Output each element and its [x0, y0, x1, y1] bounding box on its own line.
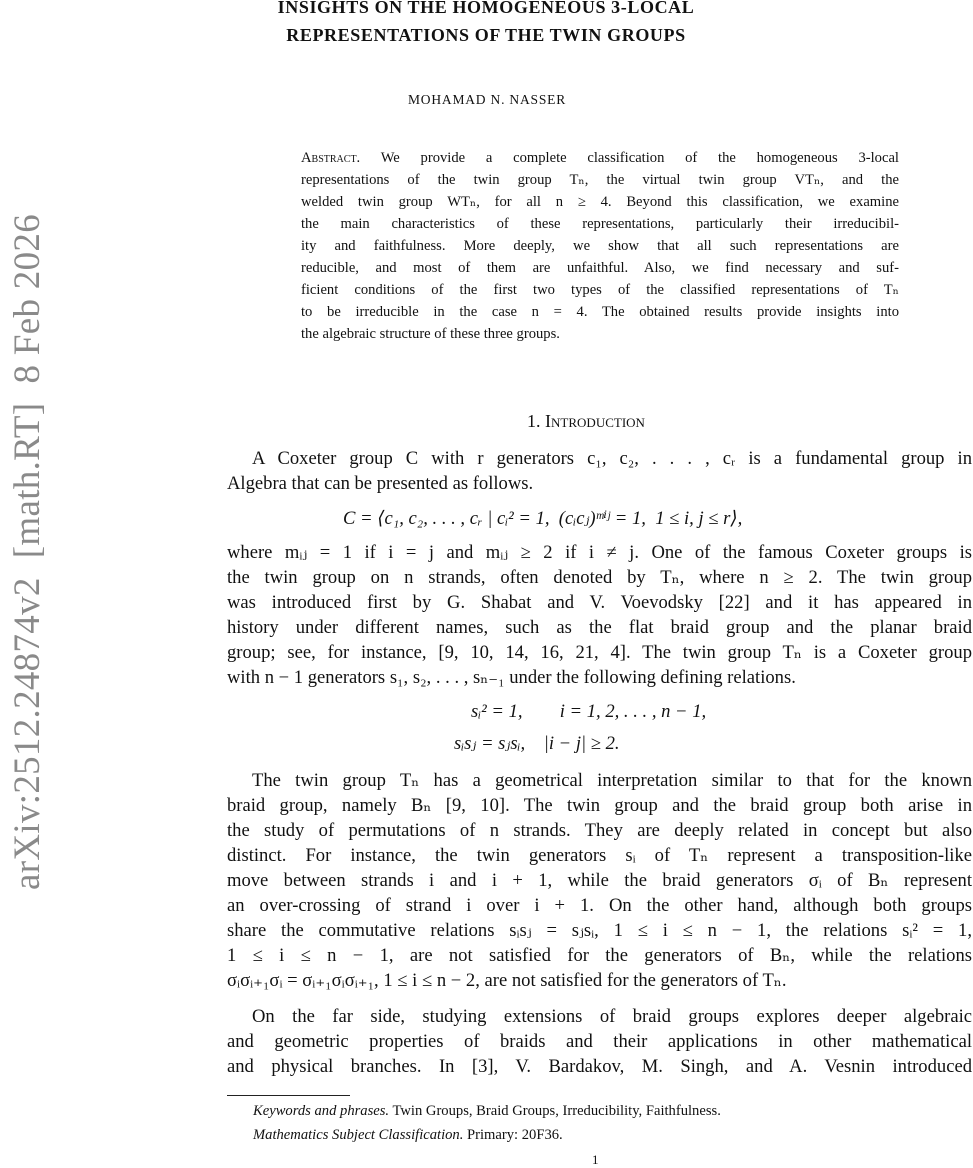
equation-coxeter-presentation: C = ⟨c₁, c₂, . . . , cᵣ | cᵢ² = 1, (cᵢcⱼ)ᵐⁱʲ = 1, 1 ≤ i, j ≤ r⟩, [343, 508, 743, 529]
keywords-label: Keywords and phrases. [253, 1103, 390, 1119]
footnote-keywords [253, 1103, 721, 1120]
abstract-line [301, 149, 899, 167]
paragraph-line: 1 ≤ i ≤ n − 1, are not satisfied for the generators of Bₙ, while the relations [227, 945, 972, 966]
abstract-text: We provide a complete classification of the homogeneous 3-local [380, 150, 899, 166]
paragraph-line: distinct. For instance, the twin generators sᵢ of Tₙ represent a transposition-like [227, 845, 972, 866]
paper-title-line-1: INSIGHTS ON THE HOMOGENEOUS 3-LOCAL [277, 0, 695, 17]
paragraph-line: history under different names, such as the flat braid group and the planar braid [227, 617, 972, 638]
paragraph-line: Algebra that can be presented as follows. [227, 473, 534, 494]
abstract-line: representations of the twin group Tₙ, the virtual twin group VTₙ, and the [301, 172, 899, 188]
paragraph-line: On the far side, studying extensions of braid groups explores deeper algebraic [252, 1006, 972, 1027]
abstract-line: to be irreducible in the case n = 4. The obtained results provide insights into [301, 304, 899, 320]
abstract-label: Abstract. [301, 150, 361, 166]
paragraph-line: A Coxeter group C with r generators c₁, c₂, . . . , cᵣ is a fundamental group in [252, 448, 972, 469]
arxiv-identifier-stamp: arXiv:2512.24874v2 [math.RT] 8 Feb 2026 [7, 213, 48, 890]
abstract-line: the main characteristics of these representations, particularly their irreducibil- [301, 216, 899, 232]
paragraph-line: group; see, for instance, [9, 10, 14, 16, 21, 4]. The twin group Tₙ is a Coxeter group [227, 642, 972, 663]
paragraph-line: an over-crossing of strand i over i + 1. On the other hand, although both groups [227, 895, 972, 916]
equation-twin-relation-1: sᵢ² = 1, i = 1, 2, . . . , n − 1, [471, 701, 707, 722]
abstract-line: welded twin group WTₙ, for all n ≥ 4. Beyond this classification, we examine [301, 194, 899, 210]
paper-title-line-2: REPRESENTATIONS OF THE TWIN GROUPS [286, 25, 686, 45]
page-number: 1 [592, 1152, 599, 1167]
paragraph-line: braid group, namely Bₙ [9, 10]. The twin group and the braid group both arise in [227, 795, 972, 816]
footnote-msc [253, 1127, 563, 1144]
msc-text: Primary: 20F36. [467, 1127, 563, 1143]
abstract-line: ity and faithfulness. More deeply, we show that all such representations are [301, 238, 899, 254]
paragraph-line: σᵢσᵢ₊₁σᵢ = σᵢ₊₁σᵢσᵢ₊₁, 1 ≤ i ≤ n − 2, are not satisfied for the generators of Tₙ. [227, 970, 787, 991]
paragraph-line: The twin group Tₙ has a geometrical interpretation similar to that for the known [252, 770, 972, 791]
paragraph-line: where mᵢⱼ = 1 if i = j and mᵢⱼ ≥ 2 if i ≠ j. One of the famous Coxeter groups is [227, 542, 972, 563]
footnote-rule [227, 1095, 350, 1096]
equation-twin-relation-2: sᵢsⱼ = sⱼsᵢ, |i − j| ≥ 2. [454, 733, 620, 754]
paragraph-line: and geometric properties of braids and their applications in other mathematical [227, 1031, 972, 1052]
msc-label: Mathematics Subject Classification. [253, 1127, 464, 1143]
author-name: MOHAMAD N. NASSER [408, 92, 566, 107]
abstract-line: reducible, and most of them are unfaithful. Also, we find necessary and suf- [301, 260, 899, 276]
section-heading: 1. Introduction [527, 411, 645, 431]
keywords-text: Twin Groups, Braid Groups, Irreducibility, Faithfulness. [392, 1103, 721, 1119]
paragraph-line: the twin group on n strands, often denoted by Tₙ, where n ≥ 2. The twin group [227, 567, 972, 588]
abstract-line: ficient conditions of the first two types of the classified representations of Tₙ [301, 282, 899, 298]
paragraph-line: and physical branches. In [3], V. Bardakov, M. Singh, and A. Vesnin introduced [227, 1056, 972, 1077]
paragraph-line: with n − 1 generators s₁, s₂, . . . , sₙ₋₁ under the following defining relations. [227, 667, 796, 688]
paragraph-line: share the commutative relations sᵢsⱼ = sⱼsᵢ, 1 ≤ i ≤ n − 1, the relations sᵢ² = 1, [227, 920, 972, 941]
abstract-line: the algebraic structure of these three groups. [301, 326, 560, 342]
paragraph-line: the study of permutations of n strands. They are deeply related in concept but also [227, 820, 972, 841]
paragraph-line: move between strands i and i + 1, while the braid generators σᵢ of Bₙ represent [227, 870, 972, 891]
paragraph-line: was introduced first by G. Shabat and V. Voevodsky [22] and it has appeared in [227, 592, 972, 613]
